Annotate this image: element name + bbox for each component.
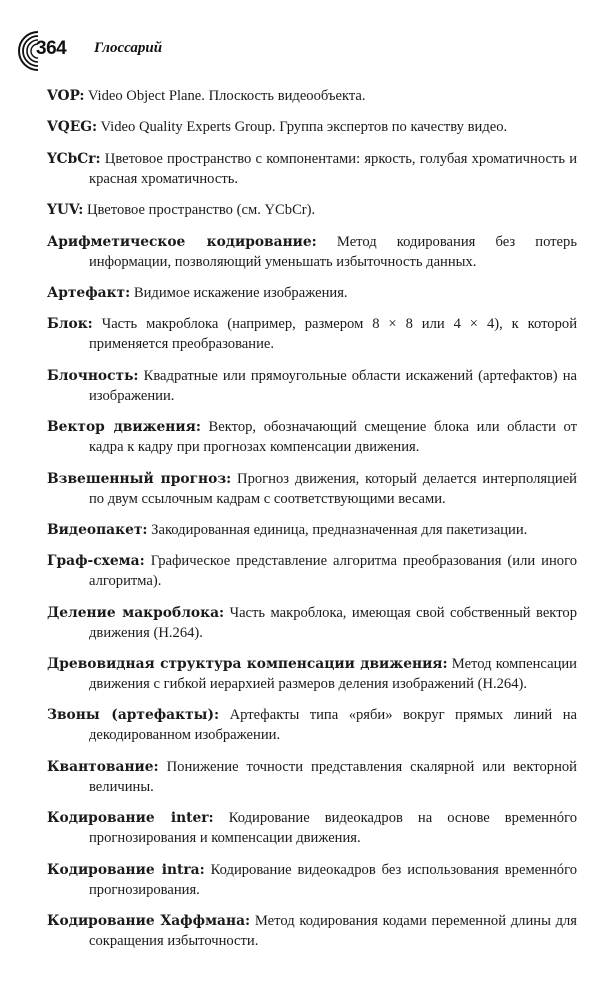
glossary-entry [47, 232, 577, 272]
glossary-entry [47, 200, 577, 220]
glossary-entry [47, 603, 577, 643]
glossary-definition: Кодирование видеокадров на основе временнóго прогнозирования и компенсации движения. [89, 810, 578, 847]
glossary-entry [47, 314, 577, 354]
glossary-definition: Графическое представление алгоритма преобразования (или иного алгоритма). [89, 553, 577, 590]
running-title: Глоссарий [94, 40, 163, 56]
glossary-term: Блочность: [47, 367, 139, 384]
glossary-term: Блок: [47, 316, 93, 333]
glossary-definition: Кодирование видеокадров без использования временнóго прогнозирования. [89, 861, 577, 898]
glossary-term: YCbCr: [47, 150, 101, 167]
glossary-definition: Видимое искажение изображения. [133, 284, 348, 301]
glossary-term: Древовидная структура компенсации движения: [47, 656, 448, 673]
page-header [16, 26, 416, 76]
glossary-entry [47, 911, 577, 951]
glossary-term: Взвешенный прогноз: [47, 470, 232, 487]
glossary-entry [47, 860, 577, 900]
glossary-entry [47, 654, 577, 694]
glossary-definition: Прогноз движения, который делается интерполяцией по двум ссылочным кадрам с соответствующими весами. [89, 470, 577, 507]
glossary-term: Артефакт: [47, 284, 131, 301]
glossary-definition: Цветовое пространство с компонентами: яркость, голубая хроматичность и красная хроматичность. [89, 150, 577, 187]
glossary-definition: Артефакты типа «ряби» вокруг прямых линий на декодированном изображении. [89, 707, 577, 744]
glossary-entry [47, 520, 577, 540]
glossary-term: VOP: [47, 88, 85, 104]
glossary-term: Вектор движения: [47, 419, 201, 436]
glossary-definition: Метод компенсации движения с гибкой иерархией размеров деления изображений (H.264). [89, 656, 577, 693]
glossary-entry [47, 551, 577, 591]
glossary-definition: Метод кодирования без потерь информации, позволяющий уменьшать избыточность данных. [89, 233, 577, 270]
glossary-term: Видеопакет: [47, 521, 148, 538]
glossary-entry [47, 366, 577, 406]
glossary-definition: Вектор, обозначающий смещение блока или области от кадра к кадру при прогнозах компенсации движения. [89, 419, 577, 456]
glossary-term: Кодирование intra: [47, 861, 205, 878]
glossary-definition: Часть макроблока, имеющая свой собственный вектор движения (H.264). [89, 604, 577, 641]
glossary-definition: Часть макроблока (например, размером 8 × 8 или 4 × 4), к которой применяется преобразование. [89, 316, 577, 353]
glossary-entry [47, 705, 577, 745]
glossary-entry [47, 757, 577, 797]
glossary-term: YUV: [47, 202, 84, 219]
glossary-definition: Закодированная единица, предназначенная для пакетизации. [151, 521, 528, 538]
glossary-definition: Video Quality Experts Group. Группа экспертов по качеству видео. [100, 119, 508, 136]
glossary-entry [47, 808, 577, 848]
glossary-term: Деление макроблока: [47, 604, 225, 621]
glossary-definition: Понижение точности представления скалярной или векторной величины. [89, 758, 577, 795]
glossary-term: Кодирование Хаффмана: [47, 913, 251, 930]
page-number: 364 [36, 38, 67, 59]
glossary-term: Граф-схема: [47, 553, 145, 570]
glossary-entry [47, 417, 577, 457]
glossary-entries [47, 86, 577, 962]
glossary-entry [47, 469, 577, 509]
glossary-entry [47, 117, 577, 137]
glossary-definition: Цветовое пространство (см. YCbCr). [86, 202, 316, 219]
glossary-term: Кодирование inter: [47, 810, 214, 827]
glossary-term: Звоны (артефакты): [47, 707, 220, 724]
glossary-entry [47, 283, 577, 303]
glossary-term: VQEG: [47, 119, 98, 136]
glossary-definition: Video Object Plane. Плоскость видеообъекта. [87, 88, 366, 104]
glossary-term: Арифметическое кодирование: [47, 233, 317, 250]
glossary-entry [47, 86, 577, 106]
glossary-definition: Метод кодирования кодами переменной длины для сокращения избыточности. [89, 913, 578, 950]
glossary-definition: Квадратные или прямоугольные области искажений (артефактов) на изображении. [89, 367, 577, 404]
glossary-term: Квантование: [47, 758, 159, 775]
glossary-entry [47, 149, 577, 189]
